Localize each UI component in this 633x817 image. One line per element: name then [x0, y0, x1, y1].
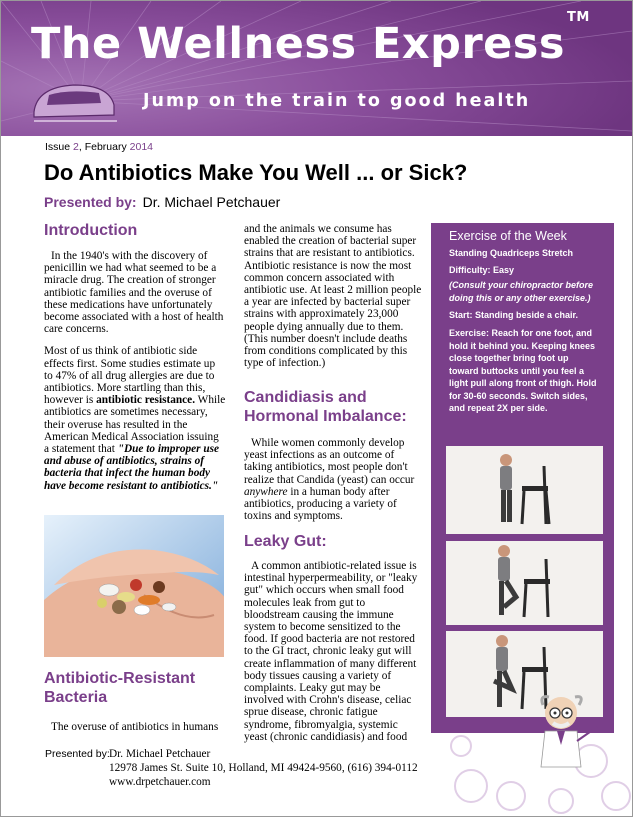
p2-text-b: While antibiotics are sometimes necessary, their overuse has resulted in the American Medical Association issuing a statement that [44, 394, 226, 456]
issue-prefix: Issue [45, 141, 74, 153]
presented-by-label: Presented by: [44, 194, 137, 210]
footer-name: Dr. Michael Petchauer [109, 748, 211, 760]
p2-bold: antibiotic resistance. [96, 394, 196, 407]
column-1-bottom-text [44, 721, 226, 743]
train-logo-icon [29, 77, 119, 127]
intro-paragraph-1: In the 1940's with the discovery of penicillin we had what seemed to be a miracle drug. The creation of stronger antibiotic families and the overuse of these medications have unfortunately become associated with a host of health care concerns. [44, 250, 224, 336]
candida-text-a: While women commonly develop yeast infections as an outcome of taking antibiotics, most people don't realize that Candida (yeast) can occur [244, 437, 415, 486]
footer-label: Presented by: [45, 748, 110, 760]
presenter-name: Dr. Michael Petchauer [142, 194, 281, 210]
professor-mascot-icon [531, 691, 601, 771]
newsletter-title [31, 9, 590, 69]
issue-line [45, 141, 153, 153]
presented-by [44, 194, 280, 210]
candidiasis-paragraph [244, 437, 422, 522]
footer-row-1 [45, 747, 418, 761]
heading-candidiasis: Candidiasis and Hormonal Imbalance: [244, 389, 407, 425]
candida-emphasis: anywhere [244, 485, 288, 498]
issue-number: 2 [73, 141, 79, 153]
footer-website-link[interactable]: www.drpetchauer.com [109, 776, 211, 788]
leaky-gut-text [244, 560, 422, 753]
column-2-top-text [244, 223, 422, 379]
p2-text-a: Most of us think of antibiotic side effects first. Some studies estimate up to 47% of all drug allergies are due to antibiotics. More startling than this, however is [44, 345, 216, 407]
masthead [1, 1, 632, 136]
exercise-photo-1 [446, 446, 603, 534]
exercise-title: Exercise of the Week [449, 229, 567, 243]
intro-paragraph-2 [44, 345, 226, 491]
ama-quote: "Due to improper use and abuse of antibiotics, strains of bacteria that infect the human body have become resistant to antibiotics." [44, 443, 220, 492]
title-text: The Wellness Express [31, 19, 565, 69]
exercise-name: Standing Quadriceps Stretch [449, 248, 574, 258]
exercise-instructions: Exercise: Reach for one foot, and hold it behind you. Keeping knees close together bring foot up toward buttocks until you feel a light pull along front of thigh. Hold for 30-60 seconds. Switch sides, and repeat 2X per side. [449, 328, 597, 413]
bacteria-paragraph: The overuse of antibiotics in humans [51, 721, 219, 733]
trademark: TM [567, 9, 590, 25]
exercise-photo-2 [446, 541, 603, 625]
exercise-start: Start: Standing beside a chair. [449, 310, 579, 320]
footer-address: 12978 James St. Suite 10, Holland, MI 49424-9560, (616) 394-0112 [109, 762, 418, 774]
candida-text-b: in a human body after antibiotics, producing a variety of toxins and symptoms. [244, 485, 397, 523]
tagline: Jump on the train to good health [143, 91, 531, 111]
heading-introduction: Introduction [44, 222, 138, 239]
footer-contact [45, 747, 418, 789]
heading-leaky-gut: Leaky Gut: [244, 533, 327, 550]
issue-year: 2014 [129, 141, 153, 153]
article-headline: Do Antibiotics Make You Well ... or Sick? [44, 160, 468, 185]
exercise-note: (Consult your chiropractor before doing this or any other exercise.) [449, 280, 594, 303]
issue-month: , February [78, 141, 130, 153]
candidiasis-text [244, 437, 422, 532]
column-1-text [44, 250, 226, 502]
resistance-paragraph: and the animals we consume has enabled the creation of bacterial super strains that are resistant to antibiotics. Antibiotic resistance is now the most common concern associated with antibiotic use. At least 2 million people a year are infected by bacterial super strains with approximately 23,000 people dying annually due to them. (This number doesn't include deaths from conditions complicated by this type of infection.) [244, 223, 422, 370]
exercise-difficulty: Difficulty: Easy [449, 265, 515, 275]
heading-antibiotic-resistant-bacteria: Antibiotic-Resistant Bacteria [44, 670, 196, 706]
leaky-gut-paragraph: A common antibiotic-related issue is intestinal hyperpermeability, or "leaky gut" which occurs when small food molecules leak from gut to bloodstream causing the immune system to become sensitized to the food. If good bacteria are not restored to the GI tract, chronic leaky gut will create inflammation of many different body tissues causing a variety of complaints. Leaky gut may be involved with Crohn's disease, celiac sprue disease, chronic fatigue syndrome, fibromyalgia, systemic yeast (chronic candidiasis) and food [244, 560, 418, 743]
pills-in-hand-photo [44, 515, 224, 657]
